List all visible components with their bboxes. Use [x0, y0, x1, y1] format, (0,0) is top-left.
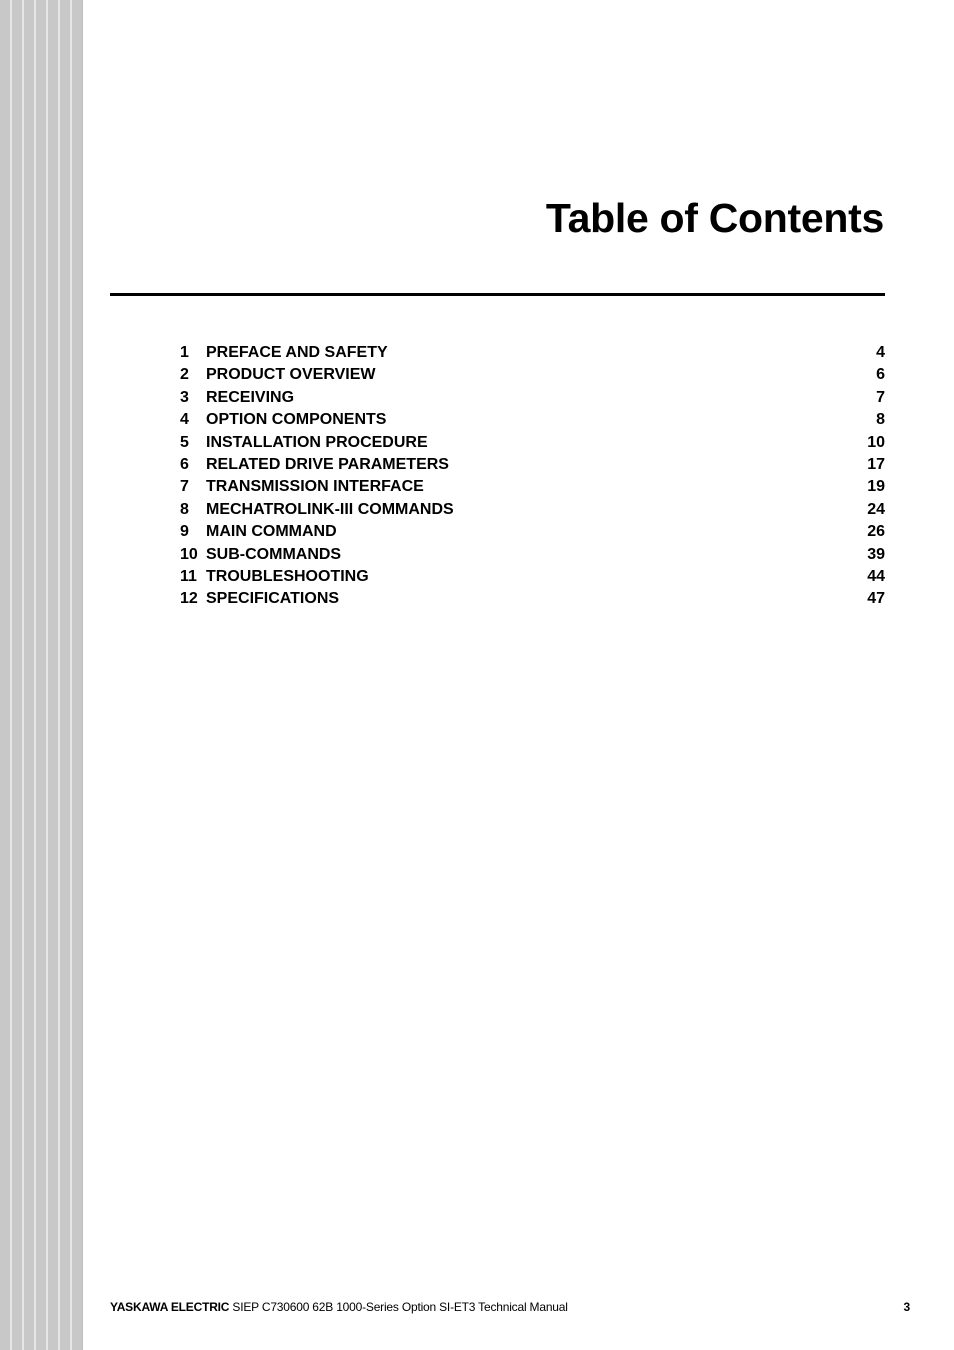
toc-entry-number: 1: [180, 344, 189, 361]
toc-entry[interactable]: [180, 544, 885, 566]
toc-entry-label: RELATED DRIVE PARAMETERS: [206, 455, 449, 473]
toc-entry-number: 5: [180, 433, 189, 451]
toc-entry-page: 44: [867, 567, 885, 585]
toc-entry-page: 39: [867, 545, 885, 563]
toc-entry-label: TROUBLESHOOTING: [206, 567, 369, 585]
toc-entry-page: 19: [867, 478, 885, 496]
toc-entry-number: 3: [180, 388, 189, 406]
toc-entry-label: INSTALLATION PROCEDURE: [206, 433, 428, 451]
toc-entry-page: 26: [867, 523, 885, 541]
toc-entry[interactable]: [180, 454, 885, 476]
toc-entry-number: 2: [180, 366, 189, 384]
toc-entry[interactable]: [180, 364, 885, 386]
toc-entry[interactable]: [180, 387, 885, 409]
footer-company-name: YASKAWA ELECTRIC: [110, 1300, 230, 1314]
footer-page-number: 3: [903, 1300, 910, 1314]
toc-entry-label: SPECIFICATIONS: [206, 590, 340, 608]
toc-entry-label: SUB-COMMANDS: [206, 545, 342, 563]
toc-entry-label: TRANSMISSION INTERFACE: [206, 478, 424, 496]
toc-entry-number: 8: [180, 500, 189, 518]
toc-entry-number: 4: [180, 411, 189, 429]
title-divider: [110, 293, 885, 296]
toc-entry-label: MECHATROLINK-III COMMANDS: [206, 500, 454, 518]
toc-entry-label: PREFACE AND SAFETY: [206, 344, 388, 361]
toc-entry[interactable]: [180, 521, 885, 543]
toc-entry[interactable]: [180, 432, 885, 454]
toc-entry-page: 17: [867, 455, 885, 473]
toc-entry-number: 11: [180, 567, 197, 585]
toc-entry[interactable]: [180, 342, 885, 364]
toc-entry-page: 4: [876, 344, 885, 361]
toc-entry[interactable]: [180, 499, 885, 521]
toc-entry-number: 6: [180, 455, 189, 473]
toc-entry-page: 47: [867, 590, 885, 608]
toc-entry-label: RECEIVING: [206, 388, 295, 406]
toc-entry[interactable]: [180, 588, 885, 610]
toc-entry-number: 7: [180, 478, 189, 496]
side-margin-stripe: [0, 0, 83, 1350]
toc-entry-number: 12: [180, 590, 198, 608]
toc-entry-label: MAIN COMMAND: [206, 523, 337, 541]
toc-entry-page: 6: [876, 366, 885, 384]
toc-entry-page: 10: [867, 433, 885, 451]
footer-document-title: SIEP C730600 62B 1000-Series Option SI-ET3 Technical Manual: [232, 1300, 568, 1314]
page-title: Table of Contents: [545, 195, 884, 241]
toc-entry-label: PRODUCT OVERVIEW: [206, 366, 376, 384]
toc-entry[interactable]: [180, 409, 885, 431]
toc-entry-number: 9: [180, 523, 189, 541]
toc-entry[interactable]: [180, 566, 885, 588]
toc-entry-page: 8: [876, 411, 885, 429]
toc-entry-page: 7: [876, 388, 885, 406]
toc-entry-number: 10: [180, 545, 198, 563]
toc-entry-label: OPTION COMPONENTS: [206, 411, 387, 429]
table-of-contents: [180, 342, 885, 611]
toc-entry-page: 24: [867, 500, 885, 518]
page-footer: [110, 1299, 910, 1315]
toc-entry[interactable]: [180, 476, 885, 498]
